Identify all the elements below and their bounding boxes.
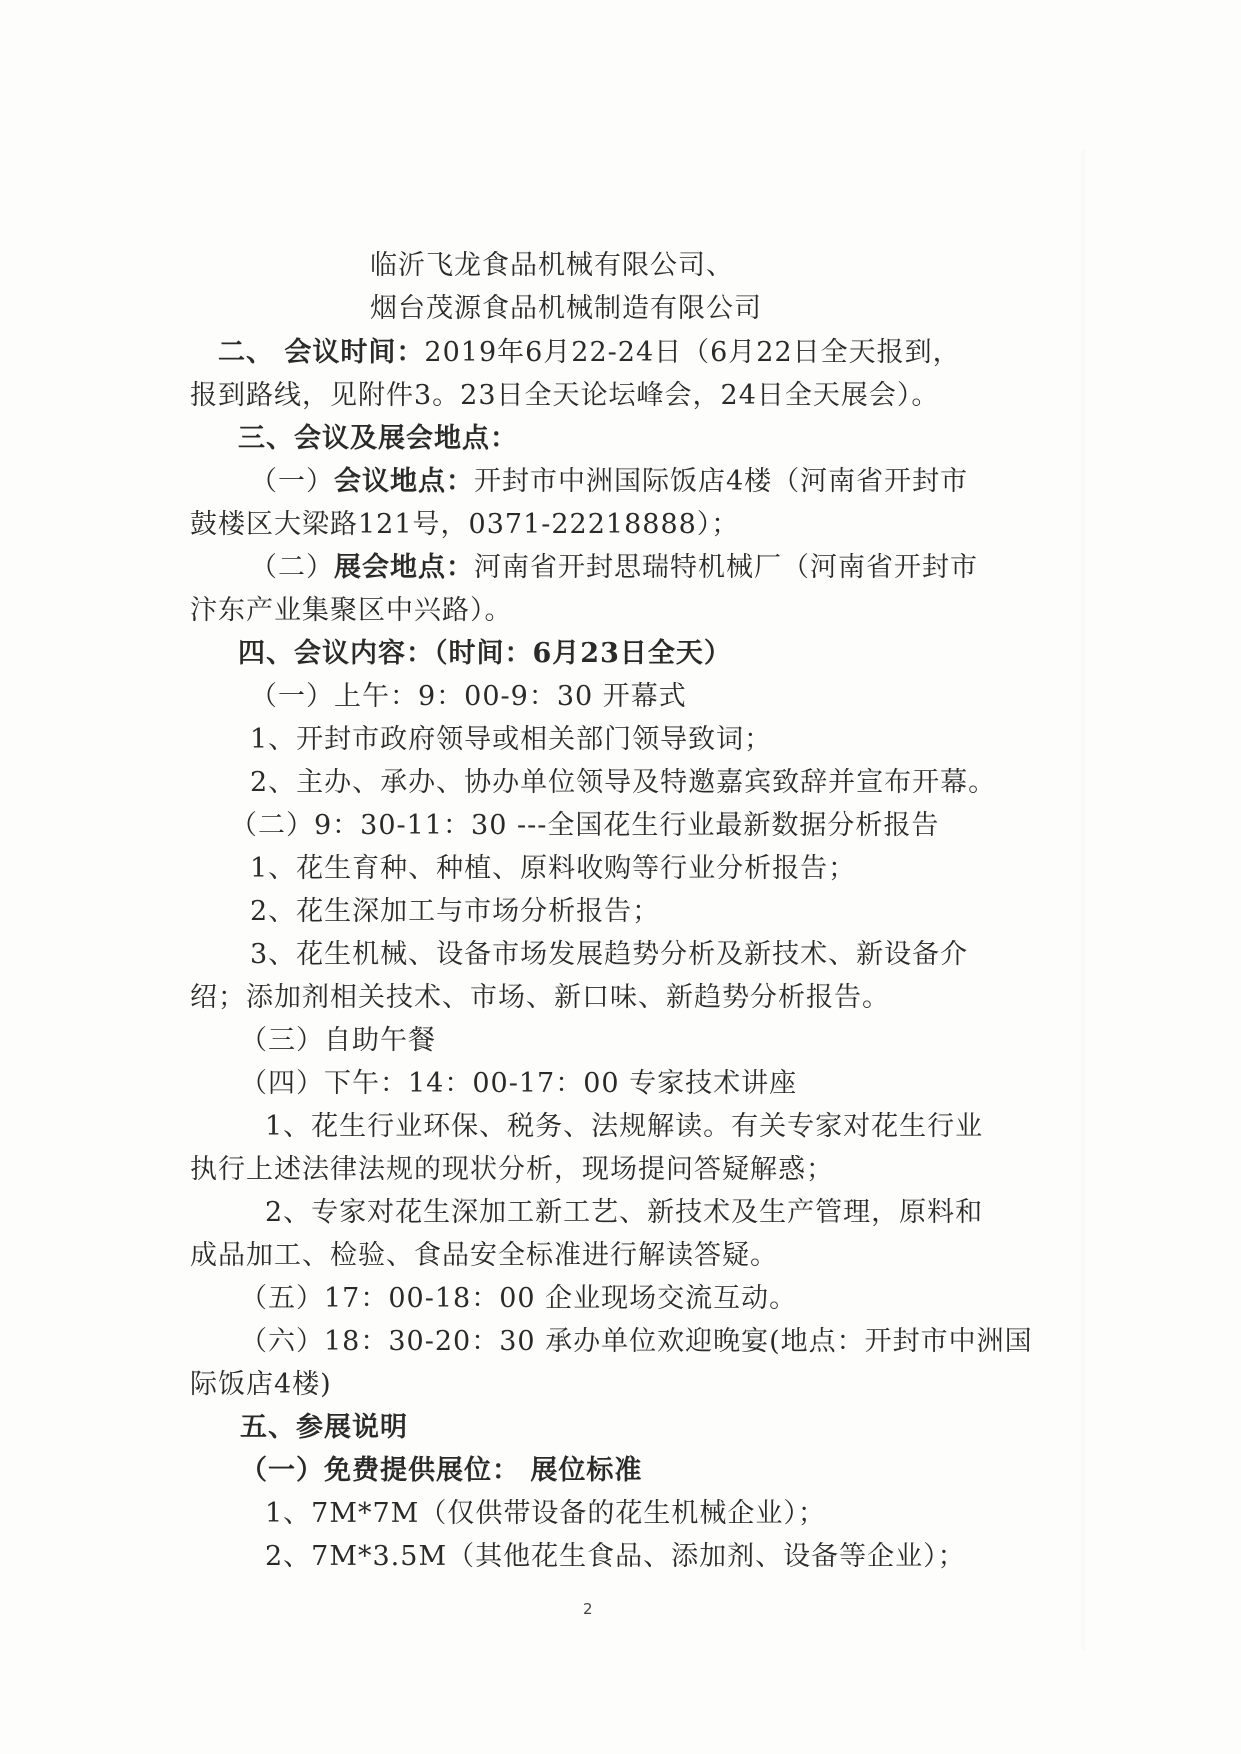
booth-heading: （一）免费提供展位： 展位标准 [240, 1455, 643, 1486]
meeting-venue-line-2: 鼓楼区大梁路121号，0371-22218888）； [190, 509, 740, 540]
booth-item: 1、7M*7M（仅供带设备的花生机械企业）； [265, 1498, 826, 1529]
scan-shadow [1080, 150, 1086, 1650]
exhibit-heading: 五、参展说明 [240, 1412, 408, 1443]
content-heading: 四、会议内容：（时间：6月23日全天） [238, 638, 732, 669]
agenda-item-2: （二）9：30-11：30 ---全国花生行业最新数据分析报告 [230, 810, 940, 841]
meeting-time-line-2: 报到路线，见附件3。23日全天论坛峰会，24日全天展会）。 [190, 380, 940, 411]
section-heading: 二、 会议时间： [218, 337, 425, 368]
agenda-subitem-cont: 执行上述法律法规的现状分析，现场提问答疑解惑； [190, 1154, 834, 1185]
company-line-2: 烟台茂源食品机械制造有限公司 [370, 293, 762, 324]
agenda-subitem: 3、花生机械、设备市场发展趋势分析及新技术、新设备介 [250, 939, 969, 970]
page-number: 2 [583, 1600, 593, 1618]
venue-heading: 三、会议及展会地点： [238, 423, 518, 454]
agenda-subitem: 2、主办、承办、协办单位领导及特邀嘉宾致辞并宣布开幕。 [250, 767, 997, 798]
agenda-subitem-cont: 成品加工、检验、食品安全标准进行解读答疑。 [190, 1240, 778, 1271]
agenda-subitem-cont: 绍；添加剂相关技术、市场、新口味、新趋势分析报告。 [190, 982, 890, 1013]
agenda-item-5: （五）17：00-18：00 企业现场交流互动。 [240, 1283, 798, 1314]
exhibition-venue-line: （二）展会地点：河南省开封思瑞特机械厂（河南省开封市 [250, 552, 978, 583]
meeting-time-line: 二、 会议时间：2019年6月22-24日（6月22日全天报到， [218, 337, 961, 368]
agenda-item-1: （一）上午：9：00-9：30 开幕式 [250, 681, 687, 712]
agenda-subitem: 2、花生深加工与市场分析报告； [250, 896, 661, 927]
agenda-item-6: （六）18：30-20：30 承办单位欢迎晚宴(地点：开封市中洲国 [240, 1326, 1033, 1357]
agenda-subitem: 2、专家对花生深加工新工艺、新技术及生产管理，原料和 [265, 1197, 984, 1228]
agenda-subitem: 1、花生行业环保、税务、法规解读。有关专家对花生行业 [265, 1111, 984, 1142]
agenda-item-6-cont: 际饭店4楼) [190, 1369, 332, 1400]
company-line-1: 临沂飞龙食品机械有限公司、 [370, 250, 734, 281]
agenda-subitem: 1、开封市政府领导或相关部门领导致词； [250, 724, 773, 755]
booth-item: 2、7M*3.5M（其他花生食品、添加剂、设备等企业）； [265, 1541, 966, 1572]
meeting-venue-line: （一）会议地点：开封市中洲国际饭店4楼（河南省开封市 [250, 466, 969, 497]
agenda-item-3: （三）自助午餐 [240, 1025, 436, 1056]
agenda-item-4: （四）下午：14：00-17：00 专家技术讲座 [240, 1068, 798, 1099]
agenda-subitem: 1、花生育种、种植、原料收购等行业分析报告； [250, 853, 857, 884]
exhibition-venue-line-2: 汴东产业集聚区中兴路）。 [190, 595, 513, 626]
